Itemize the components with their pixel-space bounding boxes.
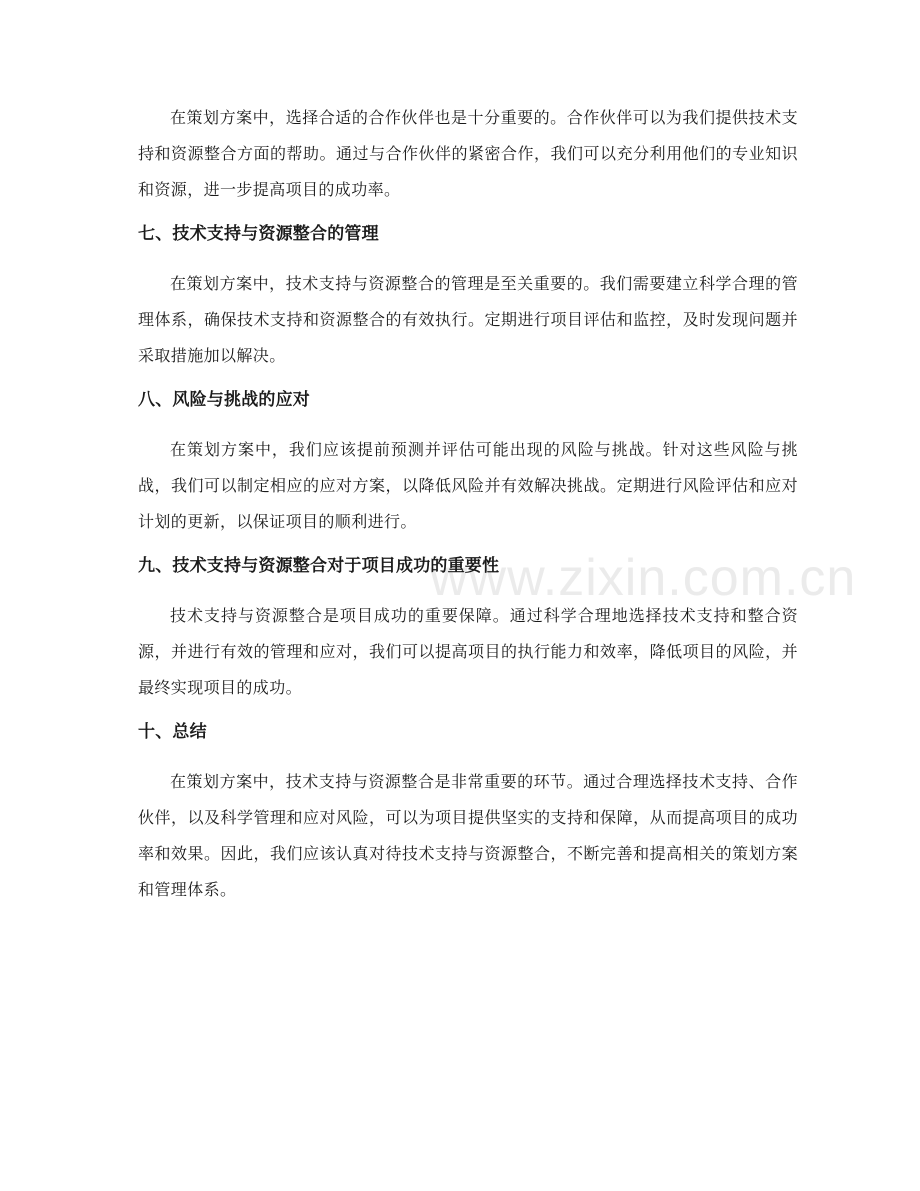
heading-section-7: 七、技术支持与资源整合的管理: [138, 224, 379, 244]
heading-section-10: 十、总结: [138, 722, 207, 742]
paragraph-summary: 在策划方案中，技术支持与资源整合是非常重要的环节。通过合理选择技术支持、合作伙伴，以及科学管理和应对风险，可以为项目提供坚实的支持和保障，从而提高项目的成功率和效果。因此，我们应该认真对待技术支持与资源整合，不断完善和提高相关的策划方案和管理体系。: [138, 772, 798, 899]
paragraph-importance: 技术支持与资源整合是项目成功的重要保障。通过科学合理地选择技术支持和整合资源，并进行有效的管理和应对，我们可以提高项目的执行能力和效率，降低项目的风险，并最终实现项目的成功。: [138, 606, 798, 697]
heading-section-8: 八、风险与挑战的应对: [138, 390, 310, 410]
paragraph-risk: 在策划方案中，我们应该提前预测并评估可能出现的风险与挑战。针对这些风险与挑战，我们可以制定相应的应对方案，以降低风险并有效解决挑战。定期进行风险评估和应对计划的更新，以保证项目的顺利进行。: [138, 440, 798, 531]
paragraph-partners: 在策划方案中，选择合适的合作伙伴也是十分重要的。合作伙伴可以为我们提供技术支持和资源整合方面的帮助。通过与合作伙伴的紧密合作，我们可以充分利用他们的专业知识和资源，进一步提高项目的成功率。: [138, 108, 798, 199]
watermark: www.zixin.com.cn: [430, 549, 857, 607]
document-body: [138, 100, 798, 908]
paragraph-management: 在策划方案中，技术支持与资源整合的管理是至关重要的。我们需要建立科学合理的管理体系，确保技术支持和资源整合的有效执行。定期进行项目评估和监控，及时发现问题并采取措施加以解决。: [138, 274, 798, 365]
heading-section-9: 九、技术支持与资源整合对于项目成功的重要性: [138, 556, 500, 576]
